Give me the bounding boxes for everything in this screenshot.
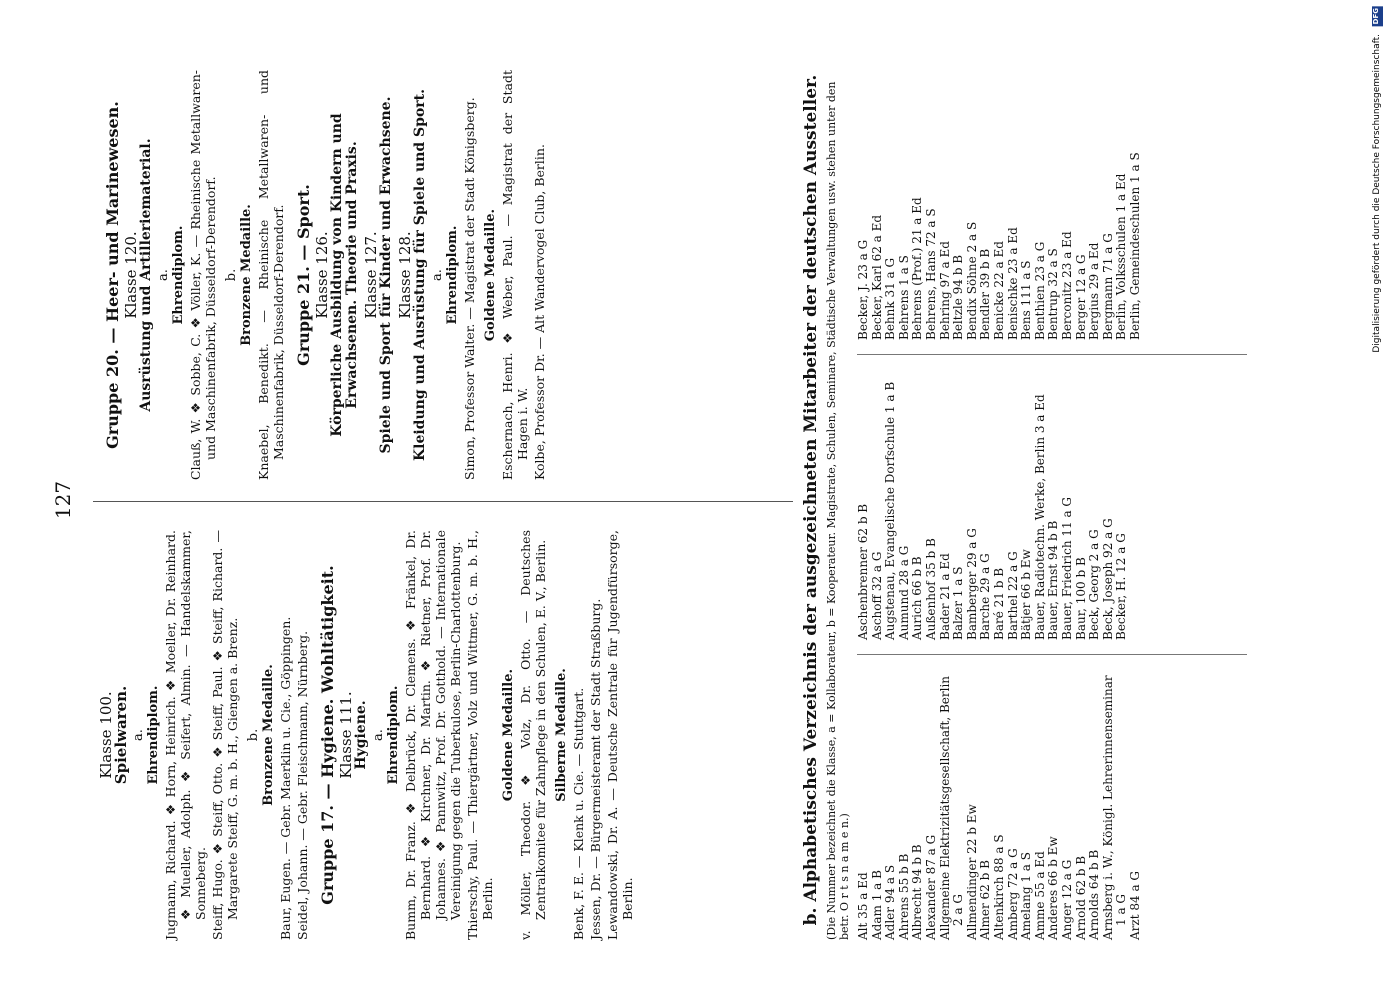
award-heading: Goldene Medaille. <box>483 208 498 342</box>
index-divider <box>857 354 1247 355</box>
index-entry: Barthel 22 a G <box>1005 551 1020 640</box>
index-entry: Arzt 84 a G <box>1127 871 1142 940</box>
klasse-120-heading: Klasse 120. <box>122 231 140 319</box>
award-entry: Seidel, Johann. — Gebr. Fleischmann, Nürnberg. <box>295 630 310 940</box>
index-entry: Behrens 1 a S <box>896 255 911 340</box>
section-letter: a. <box>131 729 146 741</box>
index-entry: Bergius 29 a Ed <box>1087 242 1102 340</box>
index-entry: Beck, Georg 2 a G <box>1087 529 1102 640</box>
index-entry: Behnk 31 a G <box>883 257 898 340</box>
index-entry: Bendix Söhne 2 a S <box>964 221 979 340</box>
klasse-126-heading: Klasse 126. <box>313 231 331 319</box>
index-entry: Aschoff 32 a G <box>869 551 884 640</box>
index-title: b. Alphabetisches Verzeichnis der ausgezeichneten Mitarbeiter der deutschen Aussteller. <box>801 74 821 926</box>
index-entry: Bergmann 71 a G <box>1100 233 1115 340</box>
index-entry: Berconitz 23 a Ed <box>1059 231 1074 340</box>
index-entry: Adler 94 a S <box>883 864 898 940</box>
index-entry: Almer 62 b B <box>978 860 993 940</box>
index-entry: Bens 111 a S <box>1019 260 1034 340</box>
index-entry: Bamberger 29 a G <box>964 528 979 640</box>
index-entry: Benicke 22 a Ed <box>991 241 1006 340</box>
index-entry: Ahrens 55 b B <box>896 853 911 940</box>
page-number: 127 <box>51 480 75 520</box>
index-entry: Becker, H. 12 a G <box>1114 533 1129 640</box>
klasse-128-heading: Klasse 128. <box>396 231 414 319</box>
award-entry: Jugmann, Richard. ❖ Horn, Heinrich. ❖ Moeller, Dr. Reinhard. ❖ Mueller, Adolph. ❖ Seifert, Almin. — Handelskammer, Sonneberg. <box>163 530 208 940</box>
gruppe-17-heading: Gruppe 17. — Hygiene. Wohltätigkeit. <box>318 565 337 905</box>
award-heading: Ehrendiplom. <box>386 685 401 785</box>
index-entry: Bader 21 a Ed <box>937 553 952 640</box>
index-entry: Behrens, Hans 72 a S <box>923 208 938 340</box>
index-entry: Bentrup 32 a S <box>1046 248 1061 340</box>
index-entry: Albrecht 94 b B <box>910 844 925 940</box>
index-entry: Aumund 28 a G <box>896 545 911 640</box>
award-entry: Bumm, Dr. Franz. ❖ Delbrück, Dr. Clemens. ❖ Fränkel, Dr. Bernhard. ❖ Kirchner, Dr. Martin. ❖ Rietner, Prof. Dr. Johannes. ❖ Pannwitz, Prof. Dr. Gotthold. — Internationale Vereinigung gegen die Tuberkulose, Berlin-Charlottenburg. <box>403 530 463 940</box>
index-entry: Bauer, Radiotechn. Werke, Berlin 3 a Ed <box>1032 394 1047 640</box>
klasse-111-heading: Klasse 111. <box>337 691 355 779</box>
award-entry: Knaebel, Benedikt. — Rheinische Metallwaren- und Maschinenfabrik, Düsseldorf-Derendorf. <box>256 70 286 480</box>
index-entry: Aurich 66 b B <box>910 556 925 640</box>
index-entry: Augstenau, Evangelische Dorfschule 1 a B <box>883 381 898 640</box>
column-divider <box>93 501 793 502</box>
index-entry: Adam 1 a B <box>869 870 884 940</box>
index-entry: Beck, Joseph 92 a G <box>1100 518 1115 640</box>
index-entry: Becker, Karl 62 a Ed <box>869 214 884 340</box>
section-letter: a. <box>156 269 171 281</box>
section-letter: b. <box>224 268 239 282</box>
dfg-logo: DFG <box>1372 6 1383 26</box>
award-entry: Jessen, Dr. — Bürgermeisteramt der Stadt Straßburg. <box>588 598 603 940</box>
index-entry: Arnolds 64 b B <box>1087 849 1102 940</box>
index-entry: Bauer, Ernst 94 b B <box>1046 520 1061 640</box>
index-entry: Behrens (Prof.) 21 a Ed <box>910 197 925 340</box>
award-entry: Steiff, Hugo. ❖ Steiff, Otto. ❖ Steiff, Paul. ❖ Steiff, Richard. — Margarete Steiff, G. m. b. H., Giengen a. Brenz. <box>210 530 240 940</box>
index-entry: Berger 12 a G <box>1073 254 1088 340</box>
index-entry: Bendler 39 b B <box>978 248 993 340</box>
klasse-127-subtitle: Spiele und Sport für Kinder und Erwachsene. <box>378 96 394 454</box>
index-entry: Benischke 23 a Ed <box>1005 227 1020 340</box>
index-note: (Die Nummer bezeichnet die Klasse, a = Kollaborateur, b = Kooperateur. Magistrate, Schulen, Seminare, Städtische Verwaltungen usw. stehen unter den betr. O r t s n a m e n.) <box>825 81 851 940</box>
index-entry: Amelang 1 a S <box>1019 851 1034 940</box>
award-entry: Benk, F. E. — Klenk u. Cie. — Stuttgart. <box>571 687 586 940</box>
index-entry: Alexander 87 a G <box>923 834 938 940</box>
index-entry: Barche 29 a G <box>978 553 993 640</box>
award-entry: Lewandowski, Dr. A. — Deutsche Zentrale für Jugendfürsorge, Berlin. <box>605 530 635 940</box>
index-column-3 <box>857 70 1142 340</box>
section-letter: b. <box>246 728 261 742</box>
index-divider <box>857 654 1247 655</box>
index-entry: Behring 97 a Ed <box>937 241 952 340</box>
award-heading: Bronzene Medaille. <box>239 204 254 346</box>
index-entry: Aschenbrenner 62 b B <box>856 503 870 640</box>
index-entry: Berlin, Gemeindeschulen 1 a S <box>1127 152 1142 340</box>
section-letter: a. <box>371 729 386 741</box>
award-entry: Eschernach, Henri. ❖ Weber, Paul. — Magistrat der Stadt Hagen i. W. <box>500 70 530 480</box>
index-entry: Beltzle 94 b B <box>951 254 966 340</box>
dfg-notice <box>1372 6 1382 353</box>
klasse-100-subtitle: Spielwaren. <box>112 685 130 785</box>
document-page <box>41 20 1341 980</box>
index-entry: Baré 21 b B <box>991 567 1006 640</box>
index-entry: Allmendinger 22 b Ew <box>964 804 979 940</box>
index-entry: Altenkirch 88 a S <box>991 834 1006 940</box>
award-heading: Ehrendiplom. <box>171 225 186 325</box>
right-column <box>95 70 549 480</box>
index-entry: Becker, J. 23 a G <box>856 239 870 340</box>
index-entry: Bätjer 66 b Ew <box>1019 549 1034 640</box>
klasse-100-heading: Klasse 100. <box>97 691 115 779</box>
index-entry: Anderes 66 b Ew <box>1046 836 1061 940</box>
award-entry: Kolbe, Professor Dr. — Alt Wandervogel Club, Berlin. <box>532 144 547 480</box>
alphabetical-index <box>801 60 1327 940</box>
index-entry: Amme 55 a Ed <box>1032 851 1047 940</box>
index-entry: Berlin, Volksschulen 1 a Ed <box>1114 173 1129 340</box>
award-heading: Silberne Medaille. <box>554 668 569 802</box>
award-entry: Clauß, W. ❖ Sobbe, C. ❖ Völler, K. — Rheinische Metallwaren- und Maschinenfabrik, Düsseldorf-Derendorf. <box>188 70 218 480</box>
klasse-126-subtitle: Körperliche Ausbildung von Kindern und Erwachsenen. Theorie und Praxis. <box>329 113 360 437</box>
index-entry: Amberg 72 a G <box>1005 848 1020 940</box>
index-entry: Alt 35 a Ed <box>856 872 870 940</box>
index-column-2 <box>857 370 1129 640</box>
index-entry: Arnold 62 b B <box>1073 855 1088 940</box>
index-entry: Allgemeine Elektrizitätsgesellschaft, Berlin 2 a G <box>937 675 966 940</box>
klasse-128-subtitle: Kleidung und Ausrüstung für Spiele und Sport. <box>412 88 428 462</box>
gruppe-20-heading: Gruppe 20. — Heer- und Marinewesen. <box>103 101 122 449</box>
gruppe-21-heading: Gruppe 21. — Sport. <box>294 184 313 366</box>
award-heading: Ehrendiplom. <box>146 685 161 785</box>
award-entry: Thierschy, Paul. — Thiergärtner, Volz und Wittmer, G. m. b. H., Berlin. <box>465 530 495 940</box>
award-entry: Simon, Professor Walter. — Magistrat der Stadt Königsberg. <box>462 97 477 480</box>
index-entry: Anger 12 a G <box>1059 859 1074 940</box>
dfg-notice-text: Digitalisierung gefördert durch die Deutsche Forschungsgemeinschaft. <box>1372 34 1382 353</box>
award-heading: Ehrendiplom. <box>445 225 460 325</box>
award-heading: Goldene Medaille. <box>501 668 516 802</box>
index-column-1 <box>857 670 1142 940</box>
index-entry: Außenhof 35 b B <box>923 538 938 640</box>
klasse-127-heading: Klasse 127. <box>362 231 380 319</box>
award-heading: Bronzene Medaille. <box>261 664 276 806</box>
left-column <box>95 530 637 940</box>
klasse-111-subtitle: Hygiene. <box>353 700 369 770</box>
index-entry: Baur, 100 b B <box>1073 557 1088 640</box>
award-entry: v. Möller, Theodor. ❖ Volz, Dr. Otto. — Deutsches Zentralkomitee für Zahnpflege in den Schulen, E. V., Berlin. <box>518 530 548 940</box>
section-letter: a. <box>430 269 445 281</box>
index-entry: Arnsberg i. W., Königl. Lehrerinnenseminar 1 a G <box>1100 675 1129 940</box>
index-entry: Benthien 23 a G <box>1032 241 1047 340</box>
index-entry: Balzer 1 a S <box>951 566 966 640</box>
index-columns <box>857 60 1327 940</box>
award-entry: Baur, Eugen. — Gebr. Maerklin u. Cie., Göppingen. <box>278 616 293 940</box>
klasse-120-subtitle: Ausrüstung und Artilleriematerial. <box>138 138 154 412</box>
index-entry: Bauer, Friedrich 11 a G <box>1059 496 1074 640</box>
